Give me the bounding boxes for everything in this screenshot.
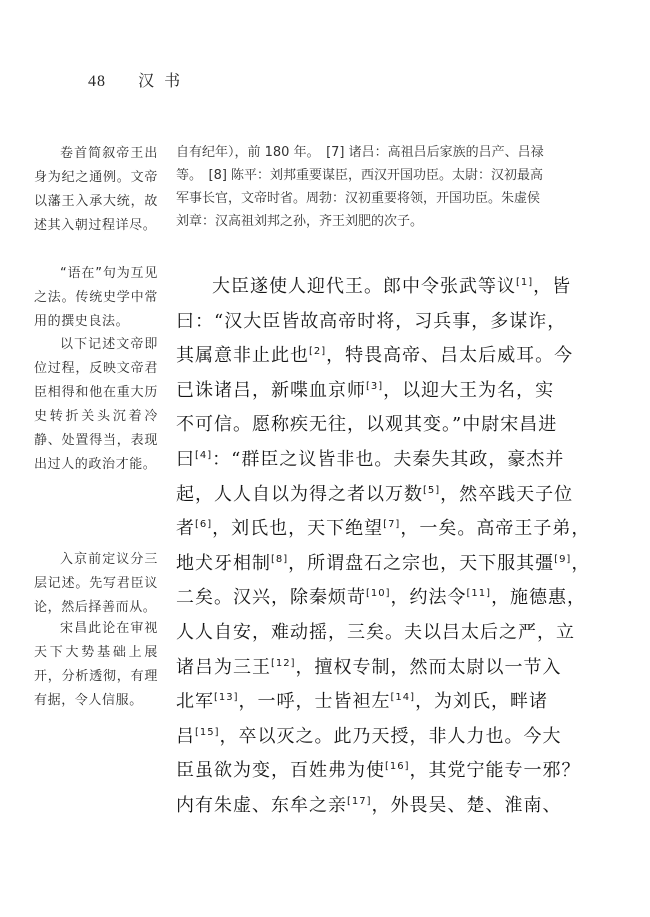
main-text-line <box>176 754 581 789</box>
main-text-line <box>176 720 570 755</box>
text-segment: ，一呼，士皆袒左 <box>238 691 391 713</box>
main-text-body <box>176 270 591 824</box>
sidenote: 以下记述文帝即位过程，反映文帝君臣相得和他在重大历史转折关头沉着冷静、处置得当，表现出过人的政治才能。 <box>34 337 158 472</box>
footnote-marker: [2] <box>309 346 327 358</box>
footnote-line: 自有纪年），前 180 年。 [7] 诸吕：高祖吕后家族的吕产、吕禄 <box>176 145 544 160</box>
text-segment: ，特畏高帝、吕太后威耳。今 <box>326 345 574 367</box>
text-segment: 曰 <box>176 448 195 470</box>
text-segment: 二矣。汉兴，除秦烦苛 <box>176 587 366 609</box>
text-segment: ，擅权专制，然而太尉以一节入 <box>295 656 562 678</box>
footnote-marker: [10] <box>366 588 391 600</box>
text-segment: 大臣遂使人迎代王。郎中令张武等议 <box>212 276 516 297</box>
footnote-marker: [7] <box>383 519 401 531</box>
text-segment: ，外畏吴、楚、淮南、 <box>371 794 562 816</box>
text-segment: 吕 <box>176 725 195 747</box>
main-text-line <box>176 443 570 478</box>
text-segment: 起，人人自以为得之者以万数 <box>176 483 423 505</box>
main-text-line <box>176 478 574 513</box>
text-segment: ，卒以灭之。此乃天授，非人力也。今大 <box>219 725 562 747</box>
footnote-line: 等。 [8] 陈平：刘邦重要谋臣，西汉开国功臣。太尉：汉初最高 <box>176 168 544 183</box>
text-segment: 内有朱虚、东牟之亲 <box>176 794 347 816</box>
sidenote: “语在”句为互见之法。传统史学中常用的撰史良法。 <box>34 266 158 329</box>
footnote-marker: [5] <box>423 484 441 496</box>
text-segment: ，为刘氏，畔诸 <box>415 691 549 713</box>
page-header <box>88 68 190 91</box>
text-segment: 曰：“汉大臣皆故高帝时将，习兵事，多谋诈， <box>176 310 567 332</box>
text-segment: 诸吕为三王 <box>176 656 271 678</box>
footnote-line: 刘章：汉高祖刘邦之孙，齐王刘肥的次子。 <box>176 214 424 229</box>
footnote-marker: [13] <box>214 692 239 704</box>
main-text-line <box>176 651 570 686</box>
footnote-marker: [6] <box>195 519 213 531</box>
main-text-line <box>176 512 591 547</box>
text-segment: 者 <box>176 518 195 540</box>
footnotes-block <box>176 141 566 233</box>
text-segment: ，一矣。高帝王子弟， <box>400 518 591 540</box>
footnote-marker: [11] <box>466 588 492 600</box>
text-segment: ， <box>571 552 591 574</box>
sidenote: 宋昌此论在审视天下大势基础上展开，分析透彻，有理有据，令人信服。 <box>34 621 158 708</box>
text-segment: 臣虽欲为变，百姓弗为使 <box>176 760 385 782</box>
footnote-line: 军事长官，文帝时省。周勃：汉初重要将领，开国功臣。朱虚侯 <box>176 191 541 206</box>
footnote-marker: [4] <box>195 449 213 461</box>
footnote-marker: [9] <box>554 553 572 565</box>
text-segment: ，其党宁能专一邪？ <box>409 760 581 782</box>
main-text-line <box>176 408 570 443</box>
text-segment: ，然卒践天子位 <box>440 483 574 505</box>
footnote-marker: [15] <box>195 726 220 738</box>
text-segment: 地犬牙相制 <box>176 552 271 574</box>
main-text-line <box>176 789 570 824</box>
sidenote: 卷首简叙帝王出身为纪之通例。文帝以藩王入承大统，故述其入朝过程详尽。 <box>34 146 158 233</box>
main-text-line <box>176 547 591 582</box>
footnote-marker: [14] <box>390 692 416 704</box>
sidenote: 入京前定议分三层记述。先写君臣议论，然后择善而从。 <box>34 552 158 615</box>
main-text-line <box>176 339 574 374</box>
main-text-line <box>176 305 570 340</box>
text-segment: 北军 <box>176 691 214 713</box>
text-segment: 不可信。愿称疾无往，以观其变。”中尉宋昌进 <box>176 414 558 436</box>
main-text-line <box>176 616 575 651</box>
text-segment: ，刘氏也，天下绝望 <box>212 518 384 540</box>
footnote-marker: [3] <box>366 380 384 392</box>
text-segment: ，约法令 <box>390 587 467 609</box>
text-segment: 已诛诸吕，新喋血京师 <box>176 379 366 401</box>
text-segment: ，皆 <box>533 276 572 297</box>
main-text-line <box>176 581 587 616</box>
main-text-line <box>176 685 570 720</box>
main-text-line <box>176 270 570 305</box>
footnote-marker: [1] <box>516 277 534 288</box>
text-segment: 人人自安，难动摇，三矣。夫以吕太后之严，立 <box>176 621 575 643</box>
footnote-marker: [16] <box>385 761 410 773</box>
text-segment: ，以迎大王为名，实 <box>383 379 555 401</box>
text-segment: ：“群臣之议皆非也。夫秦失其政，豪杰并 <box>212 448 565 470</box>
text-segment: ，施德惠， <box>491 587 587 609</box>
text-segment: ，所谓盘石之宗也，天下服其彊 <box>288 552 555 574</box>
main-text-line <box>176 374 570 409</box>
footnote-marker: [17] <box>347 795 372 807</box>
page-number: 48 <box>88 73 106 90</box>
footnote-marker: [12] <box>271 657 296 669</box>
book-title: 汉书 <box>138 71 191 90</box>
text-segment: 其属意非止此也 <box>176 345 309 367</box>
footnote-marker: [8] <box>271 553 289 565</box>
